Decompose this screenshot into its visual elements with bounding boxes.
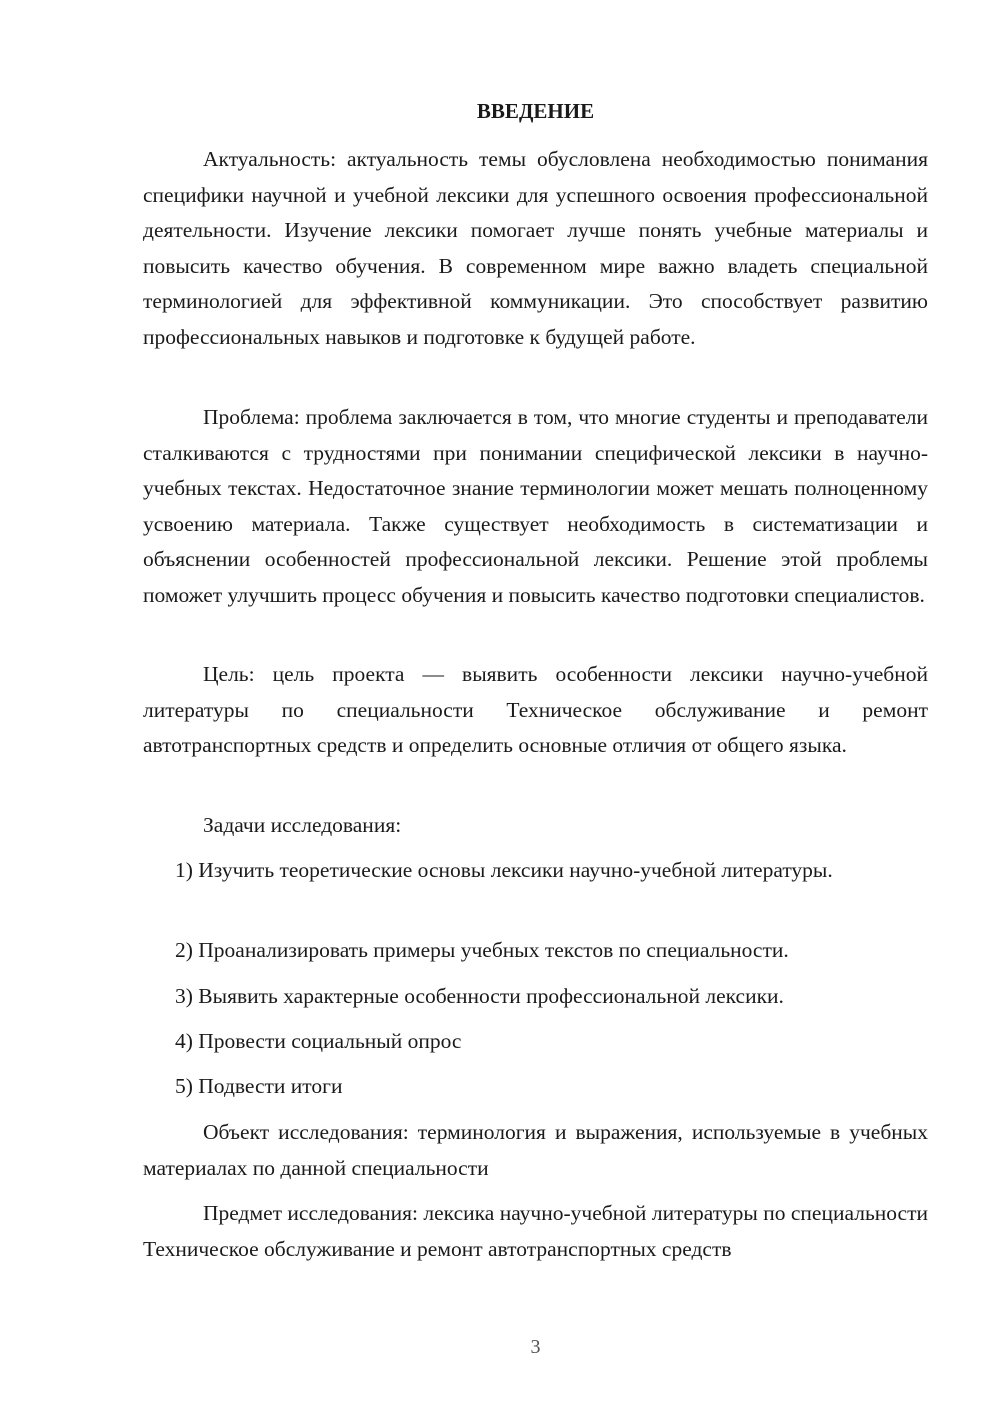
paragraph-subject: Предмет исследования: лексика научно-учебной литературы по специальности Техническое обслуживание и ремонт автотранспортных средств [143,1201,928,1261]
task-item-5: 5) Подвести итоги [175,1074,343,1098]
paragraph-goal: Цель: цель проекта — выявить особенности лексики научно-учебной литературы по специальности Техническое обслуживание и ремонт автотранспортных средств и определить основные отличия от общего языка. [143,662,928,757]
task-item-2: 2) Проанализировать примеры учебных текстов по специальности. [175,938,789,962]
paragraph-object: Объект исследования: терминология и выражения, используемые в учебных материалах по данной специальности [143,1120,928,1180]
paragraph-relevance: Актуальность: актуальность темы обусловлена необходимостью понимания специфики научной и учебной лексики для успешного освоения профессиональной деятельности. Изучение лексики помогает лучше понять учебные материалы и повысить качество обучения. В современном мире важно владеть специальной терминологией для эффективной коммуникации. Это способствует развитию профессиональных навыков и подготовке к будущей работе. [143,147,928,349]
page-number: 3 [530,1336,541,1358]
task-item-1: 1) Изучить теоретические основы лексики научно-учебной литературы. [175,858,833,882]
paragraph-problem: Проблема: проблема заключается в том, что многие студенты и преподаватели сталкиваются с трудностями при понимании специфической лексики в научно-учебных текстах. Недостаточное знание терминологии может мешать полноценному усвоению материала. Также существует необходимость в систематизации и объяснении особенностей профессиональной лексики. Решение этой проблемы поможет улучшить процесс обучения и повысить качество подготовки специалистов. [143,405,928,607]
tasks-heading: Задачи исследования: [203,813,402,837]
page-title: ВВЕДЕНИЕ [476,99,595,123]
task-item-3: 3) Выявить характерные особенности профессиональной лексики. [175,984,784,1008]
task-item-4: 4) Провести социальный опрос [175,1029,462,1053]
